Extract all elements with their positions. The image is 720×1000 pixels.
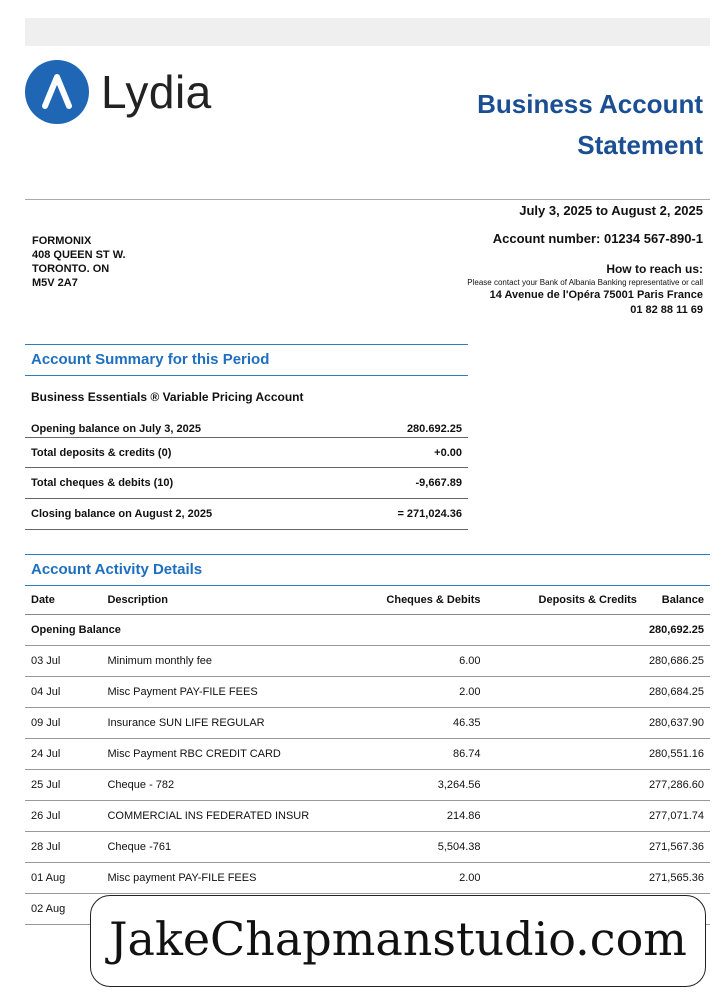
summary-label: Opening balance on July 3, 2025: [31, 423, 201, 435]
cell-credit: [487, 863, 643, 894]
cell-balance: 271,565.36: [643, 863, 710, 894]
opening-balance-value: 280,692.25: [643, 615, 710, 646]
column-header-debits: Cheques & Debits: [338, 586, 487, 615]
address-line: TORONTO. ON: [32, 263, 110, 275]
table-row: [25, 677, 710, 708]
cell-description: Insurance SUN LIFE REGULAR: [101, 708, 337, 739]
cell-description: Misc Payment PAY-FILE FEES: [101, 677, 337, 708]
cell-balance: 280,686.25: [643, 646, 710, 677]
table-row: [25, 646, 710, 677]
brand-logo: [25, 60, 212, 124]
brand-name: Lydia: [101, 66, 212, 118]
title-line-2: Statement: [577, 130, 703, 160]
summary-value: -9,667.89: [415, 477, 462, 489]
cell-balance: 280,684.25: [643, 677, 710, 708]
table-row: [25, 863, 710, 894]
table-row: [25, 739, 710, 770]
summary-label: Closing balance on August 2, 2025: [31, 508, 213, 520]
account-activity: [25, 554, 710, 925]
cell-date: 25 Jul: [25, 770, 101, 801]
contact-note: Please contact your Bank of Albania Banking representative or call: [467, 278, 703, 287]
cell-credit: [487, 677, 643, 708]
cell-credit: [487, 739, 643, 770]
table-row: [25, 770, 710, 801]
opening-balance-label: Opening Balance: [25, 615, 643, 646]
statement-period: July 3, 2025 to August 2, 2025: [519, 203, 703, 218]
cell-debit: 5,504.38: [338, 832, 487, 863]
table-row-opening: [25, 615, 710, 646]
cell-description: Misc Payment RBC CREDIT CARD: [101, 739, 337, 770]
cell-date: 09 Jul: [25, 708, 101, 739]
top-bar: [25, 18, 710, 46]
summary-row-opening: [25, 418, 468, 438]
cell-debit: 2.00: [338, 863, 487, 894]
table-row: [25, 801, 710, 832]
summary-value: = 271,024.36: [397, 508, 462, 520]
activity-title: Account Activity Details: [25, 554, 710, 586]
summary-title: Account Summary for this Period: [25, 344, 468, 376]
cell-description: Cheque -761: [101, 832, 337, 863]
cell-description: Misc payment PAY-FILE FEES: [101, 863, 337, 894]
cell-description: COMMERCIAL INS FEDERATED INSUR: [101, 801, 337, 832]
cell-balance: 280,551.16: [643, 739, 710, 770]
cell-balance: 277,286.60: [643, 770, 710, 801]
document-title: [477, 84, 703, 166]
cell-credit: [487, 801, 643, 832]
account-type: Business Essentials ® Variable Pricing Account: [31, 390, 304, 404]
summary-label: Total cheques & debits (10): [31, 477, 174, 489]
table-row: [25, 708, 710, 739]
column-header-date: Date: [25, 586, 101, 615]
header-divider: [25, 199, 710, 200]
cell-balance: 271,567.36: [643, 832, 710, 863]
summary-label: Total deposits & credits (0): [31, 446, 172, 459]
contact-info: [467, 262, 703, 317]
cell-date: 03 Jul: [25, 646, 101, 677]
cell-description: Minimum monthly fee: [101, 646, 337, 677]
cell-credit: [487, 832, 643, 863]
cell-debit: 214.86: [338, 801, 487, 832]
cell-credit: [487, 708, 643, 739]
summary-value: +0.00: [434, 446, 462, 459]
summary-value: 280.692.25: [406, 423, 462, 435]
cell-debit: 46.35: [338, 708, 487, 739]
cell-debit: 6.00: [338, 646, 487, 677]
column-header-description: Description: [101, 586, 337, 615]
cell-credit: [487, 646, 643, 677]
contact-phone: 01 82 88 11 69: [630, 304, 703, 316]
column-header-balance: Balance: [643, 586, 710, 615]
cell-date: 01 Aug: [25, 863, 101, 894]
cell-debit: 3,264.56: [338, 770, 487, 801]
contact-address: 14 Avenue de l'Opéra 75001 Paris France: [489, 289, 703, 301]
cell-balance: 280,637.90: [643, 708, 710, 739]
table-header-row: [25, 586, 710, 615]
activity-table: [25, 586, 710, 925]
cell-debit: 2.00: [338, 677, 487, 708]
cell-date: 04 Jul: [25, 677, 101, 708]
cell-date: 24 Jul: [25, 739, 101, 770]
cell-debit: 86.74: [338, 739, 487, 770]
cell-date: 26 Jul: [25, 801, 101, 832]
title-line-1: Business Account: [477, 89, 703, 119]
cell-description: Cheque - 782: [101, 770, 337, 801]
column-header-credits: Deposits & Credits: [487, 586, 643, 615]
summary-row-closing: [25, 499, 468, 530]
cell-credit: [487, 770, 643, 801]
cell-balance: 277,071.74: [643, 801, 710, 832]
summary-row-debits: [25, 468, 468, 499]
account-summary: [25, 344, 468, 530]
lydia-logo-icon: [25, 60, 89, 124]
address-line: FORMONIX: [32, 235, 92, 247]
summary-row-deposits: [25, 438, 468, 468]
customer-address: [32, 234, 126, 290]
watermark: JakeChapmanstudio.com: [90, 895, 706, 987]
cell-date: 28 Jul: [25, 832, 101, 863]
table-row: [25, 832, 710, 863]
cell-date: 02 Aug: [25, 894, 101, 925]
account-number: Account number: 01234 567-890-1: [492, 231, 703, 246]
contact-title: How to reach us:: [606, 262, 703, 276]
address-line: 408 QUEEN ST W.: [32, 249, 126, 261]
address-line: M5V 2A7: [32, 277, 78, 289]
